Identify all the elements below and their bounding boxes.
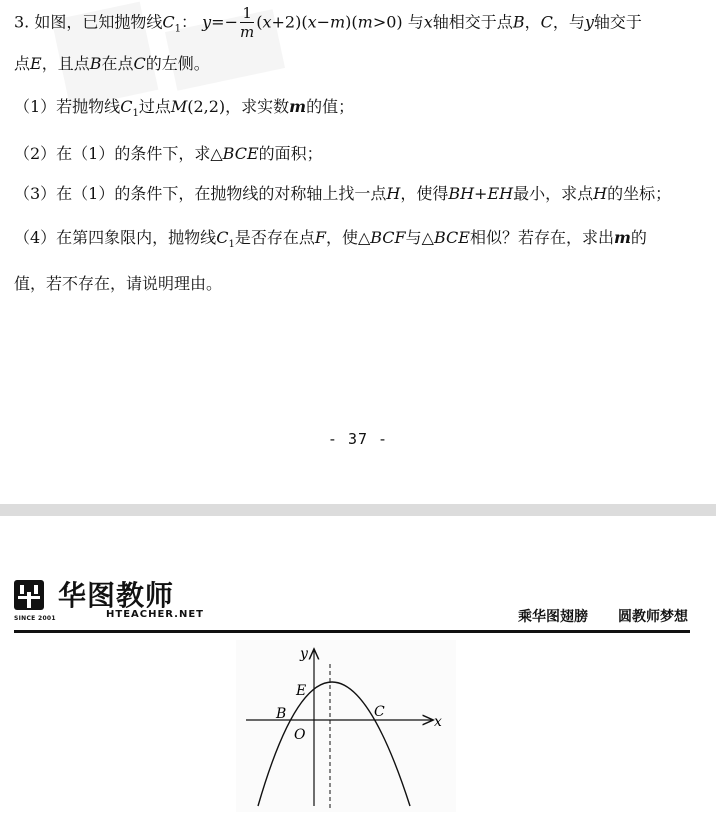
slogan-right: 圆教师梦想: [618, 609, 688, 625]
brand-site: HTEACHER.NET: [106, 609, 205, 620]
header-slogan: [518, 606, 688, 626]
question-4: （4）在第四象限内，抛物线$C_1$是否存在点F，使△BCF与△BCE相似？若存在，求出m的: [14, 228, 647, 251]
brand-since: SINCE 2001: [14, 615, 56, 622]
question-1: （1）若抛物线$C_1$过点M(2,2)，求实数m的值；: [14, 97, 355, 120]
question-2: （2）在（1）的条件下，求△BCE的面积；: [14, 144, 323, 163]
hteacher-logo-icon: [14, 580, 44, 610]
page-number: - 37 -: [327, 430, 389, 448]
label-E: E: [296, 683, 307, 699]
brand-name: 华图教师: [58, 579, 175, 612]
label-C: C: [374, 704, 385, 720]
page-separator: [0, 504, 716, 516]
question-3: （3）在（1）的条件下，在抛物线的对称轴上找一点H，使得BH+EH最小，求点H的坐标；: [14, 184, 672, 203]
question-4-continued: 值，若不存在，请说明理由。: [14, 274, 223, 293]
fraction-one-over-m: $\frac{1}{m}$: [239, 4, 255, 41]
problem-line-1: 3. 如图，已知抛物线$C_1$： y=− $\frac{1}{m}$ (x+2)(x−m)(m>0) 与x轴相交于点B，C，与y轴交于: [14, 4, 642, 41]
label-x: x: [434, 714, 442, 730]
label-O: O: [294, 727, 306, 743]
problem-line-2: 点E，且点B在点C的左侧。: [14, 54, 210, 73]
slogan-left: 乘华图翅膀: [518, 609, 588, 625]
label-y: y: [300, 646, 308, 662]
label-B: B: [276, 706, 287, 722]
parabola-curve: [258, 682, 410, 806]
header-rule: [14, 630, 690, 633]
parabola-figure: [236, 640, 456, 812]
